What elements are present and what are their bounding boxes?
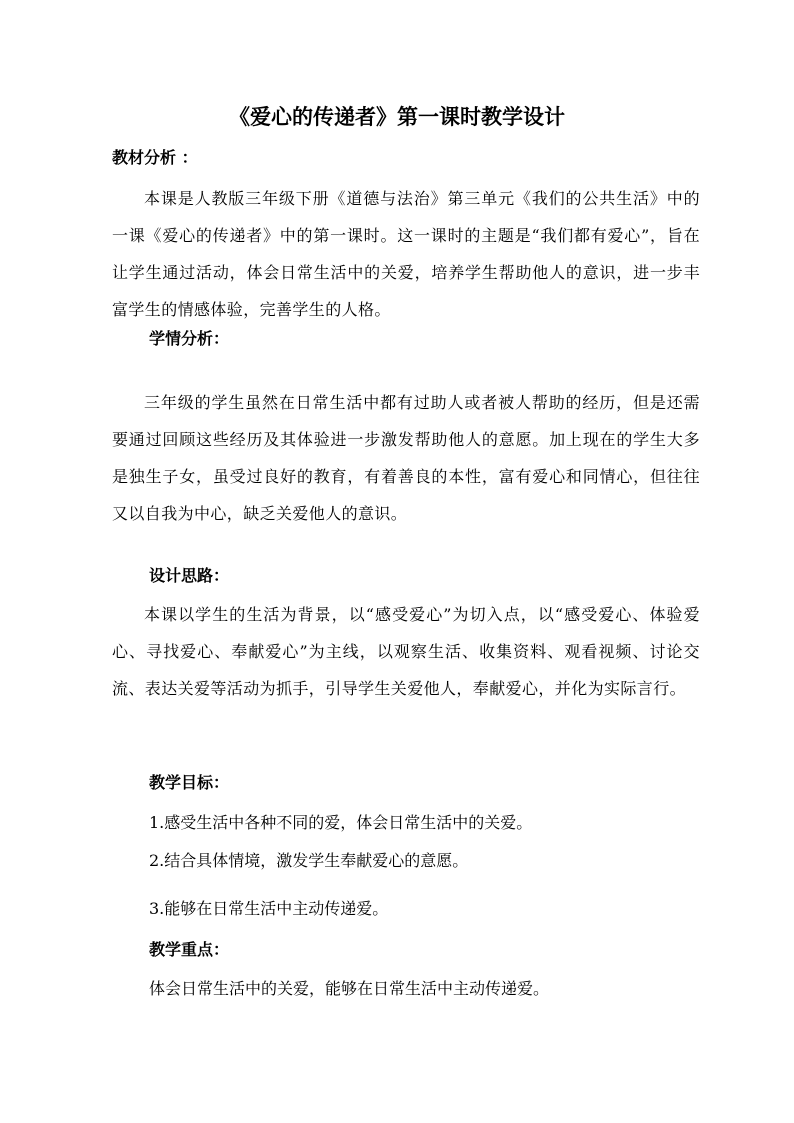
goal-item-3: 3.能够在日常生活中主动传递爱。 — [149, 899, 389, 918]
section-body-students: 三年级的学生虽然在日常生活中都有过助人或者被人帮助的经历，但是还需要通过回顾这些经历及其体验进一步激发帮助他人的意愿。加上现在的学生大多是独生子女，虽受过良好的教育，有着善良的本性，富有爱心和同情心，但往往又以自我为中心，缺乏关爱他人的意识。 — [112, 393, 700, 523]
section-heading-focus: 教学重点： — [149, 940, 230, 959]
section-heading-design: 设计思路： — [149, 566, 230, 585]
section-body-focus: 体会日常生活中的关爱，能够在日常生活中主动传递爱。 — [149, 979, 550, 998]
goal-item-1: 1.感受生活中各种不同的爱，体会日常生活中的关爱。 — [149, 813, 533, 832]
document-title: 《爱心的传递者》第一课时教学设计 — [229, 104, 565, 129]
goal-item-2: 2.结合具体情境，激发学生奉献爱心的意愿。 — [149, 851, 469, 870]
section-heading-goals: 教学目标： — [149, 773, 230, 792]
section-body-material: 本课是人教版三年级下册《道德与法治》第三单元《我们的公共生活》中的一课《爱心的传递者》中的第一课时。这一课时的主题是“我们都有爱心”，旨在让学生通过活动，体会日常生活中的关爱，培养学生帮助他人的意识，进一步丰富学生的情感体验，完善学生的人格。 — [112, 189, 700, 319]
section-body-design: 本课以学生的生活为背景，以“感受爱心”为切入点，以“感受爱心、体验爱心、寻找爱心、奉献爱心”为主线，以观察生活、收集资料、观看视频、讨论交流、表达关爱等活动为抓手，引导学生关爱他人，奉献爱心，并化为实际言行。 — [112, 605, 700, 698]
section-heading-students: 学情分析： — [149, 329, 230, 348]
section-heading-material: 教材分析 ： — [112, 148, 198, 167]
